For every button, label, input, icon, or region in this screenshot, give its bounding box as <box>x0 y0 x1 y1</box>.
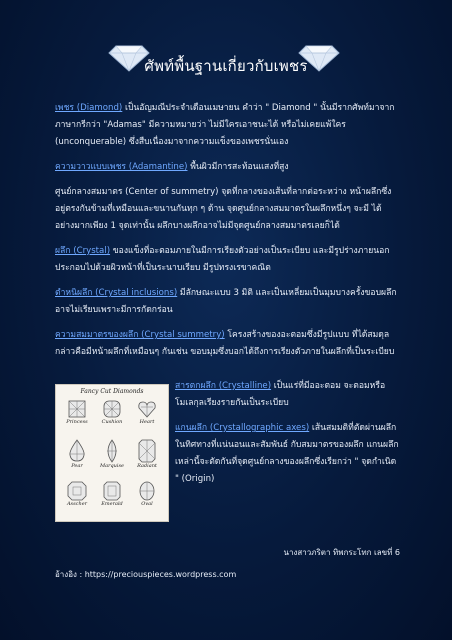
heart-cut-icon <box>137 399 157 419</box>
reference: อ้างอิง : https://preciouspieces.wordpress.com <box>55 570 237 579</box>
asscher-cut-icon <box>67 481 87 501</box>
term-link[interactable]: ตำหนิผลึก (Crystal inclusions) <box>55 288 178 298</box>
cut-label: Oval <box>141 501 153 507</box>
cut-label: Pear <box>71 463 83 469</box>
diamond-icon <box>298 42 340 72</box>
cut-label: Princess <box>66 419 88 425</box>
paragraph-text: เป็นอัญมณีประจำเดือนเมษายน คำว่า " Diamond " นั้นมีรากศัพท์มาจากภาษากรีกว่า "Adamas" มีความหมายว่า ไม่มีใครเอาชนะได้ หรือไม่เคยแพ้ใคร (unconquerable) ซึ่งสืบเนื่องมาจากความแข็งของเพชรนั่นเอง <box>55 103 395 147</box>
paragraph-inclusions <box>55 285 400 319</box>
marquise-cut-icon <box>102 439 122 463</box>
paragraph-axes <box>175 420 400 488</box>
term-link[interactable]: สารตกผลึก (Crystalline) <box>175 381 272 391</box>
princess-cut-icon <box>67 399 87 419</box>
paragraph-text: โครงสร้างของอะตอมซึ่งมีรูปแบบ ที่ได้สมดุล กล่าวคือมีหน้าผลึกที่เหมือนๆ กันเช่น ขอบมุมซึ่งบอกได้ถึงการเรียงตัวภายในผลึกที่เป็นระเบียบ <box>55 330 395 357</box>
cut-label: Radiant <box>137 463 157 469</box>
author-credit: นางสาวภริตา ทิพกระโทก เลขที่ 6 <box>283 548 400 557</box>
fancy-cut-diamonds-figure <box>55 384 169 522</box>
title-row <box>0 42 452 82</box>
cut-cushion <box>97 399 127 426</box>
radiant-cut-icon <box>137 439 157 463</box>
cut-radiant <box>132 439 162 470</box>
term-link[interactable]: ความวาวแบบเพชร (Adamantine) <box>55 162 188 172</box>
term-link[interactable]: ผลึก (Crystal) <box>55 246 111 256</box>
cut-emerald <box>97 481 127 508</box>
paragraph-adamantine <box>55 159 400 176</box>
paragraph-text: พื้นผิวมีการสะท้อนแสงที่สูง <box>187 162 289 172</box>
paragraph-diamond <box>55 100 400 151</box>
paragraph-text: ศูนย์กลางสมมาตร (Center of summetry) จุดที่กลางของเส้นที่ลากต่อระหว่าง หน้าผลึกซึ่งอยู่ตรงกันข้ามที่เหมือนและขนานกันทุก ๆ ด้าน จุดศูนย์กลางสมมาตรในผลึกหนึ่งๆ จะมี ได้อย่างมากเพียง 1 จุดเท่านั้น ผลึกบางผลึกอาจไม่มีจุดศูนย์กลางสมมาตรเลยก็ได้ <box>55 187 392 231</box>
cut-label: Heart <box>139 419 155 425</box>
paragraph-center-symmetry <box>55 184 400 235</box>
cut-label: Cushion <box>101 419 123 425</box>
oval-cut-icon <box>137 481 157 501</box>
paragraph-crystalline <box>175 378 400 412</box>
cut-oval <box>132 481 162 508</box>
cut-label: Asscher <box>66 501 88 507</box>
term-link[interactable]: เพชร (Diamond) <box>55 103 123 113</box>
paragraph-crystal <box>55 243 400 277</box>
cushion-cut-icon <box>102 399 122 419</box>
pear-cut-icon <box>67 439 87 463</box>
paragraph-text: ของแข็งที่อะตอมภายในมีการเรียงตัวอย่างเป็นระเบียบ และมีรูปร่างภายนอกประกอบไปด้วยผิวหน้าที่เป็นระนาบเรียบ มีรูปทรงเรขาคณิต <box>55 246 390 273</box>
cut-heart <box>132 399 162 426</box>
paragraph-symmetry <box>55 327 400 361</box>
figure-title: Fancy Cut Diamonds <box>80 388 144 395</box>
cut-marquise <box>97 439 127 470</box>
paragraph-text: มีลักษณะแบบ 3 มิติ และเป็นเหลี่ยมเป็นมุมบางครั้งขอบผลึก อาจไม่เรียบเพราะมีการกัดกร่อน <box>55 288 397 315</box>
main-text <box>55 100 400 369</box>
cut-label: Emerald <box>101 501 123 507</box>
term-link[interactable]: แกนผลึก (Crystallographic axes) <box>175 423 310 433</box>
cut-pear <box>62 439 92 470</box>
right-column <box>175 378 400 496</box>
cut-label: Marquise <box>99 463 125 469</box>
page-title: ศัพท์พื้นฐานเกี่ยวกับเพชร <box>144 57 308 75</box>
term-link[interactable]: ความสมมาตรของผลึก (Crystal summetry) <box>55 330 225 340</box>
emerald-cut-icon <box>102 481 122 501</box>
paragraph-text: เป็นแร่ที่มีออะตอม จะตอมหรือโมเลกุลเรียงรายกันเป็นระเบียบ <box>175 381 386 408</box>
paragraph-text: เส้นสมมติที่ตัดผ่านผลึกในทิศทางที่แน่นอนและสัมพันธ์ กับสมมาตรของผลึก แกนผลึกเหล่านี้จะตัดกันที่จุดศูนย์กลางของผลึกซึ่งเรียกว่า " จุดกำเนิด " (Origin) <box>175 423 399 484</box>
cut-princess <box>62 399 92 426</box>
cut-asscher <box>62 481 92 508</box>
